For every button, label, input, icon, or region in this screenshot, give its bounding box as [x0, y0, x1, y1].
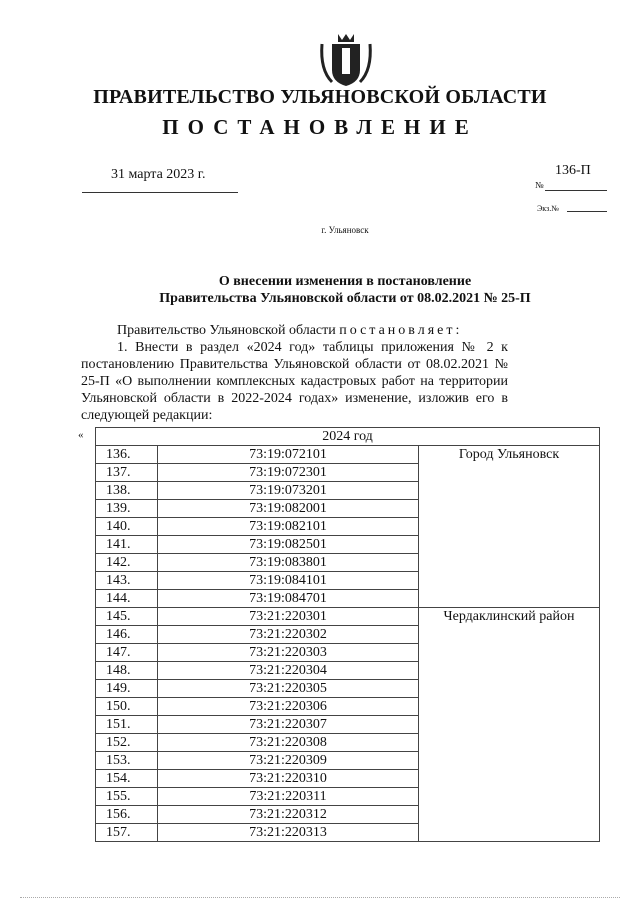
row-number: 151. [96, 716, 158, 734]
intro-paragraph [81, 322, 508, 339]
number-label: № [535, 180, 544, 190]
cadastral-quarter: 73:19:082101 [158, 518, 419, 536]
document-date: 31 марта 2023 г. [111, 167, 206, 182]
row-number: 150. [96, 698, 158, 716]
intro-verb: постановляет: [339, 323, 463, 338]
table-row [96, 446, 600, 464]
cadastral-quarter: 73:21:220303 [158, 644, 419, 662]
row-number: 156. [96, 806, 158, 824]
cadastral-quarter: 73:21:220306 [158, 698, 419, 716]
row-number: 146. [96, 626, 158, 644]
title-line: Правительства Ульяновской области от 08.02.2021 № 25-П [159, 291, 531, 306]
cadastral-quarter: 73:19:082501 [158, 536, 419, 554]
cadastral-quarter: 73:19:072101 [158, 446, 419, 464]
row-number: 140. [96, 518, 158, 536]
row-number: 141. [96, 536, 158, 554]
row-number: 147. [96, 644, 158, 662]
row-number: 142. [96, 554, 158, 572]
item-1-paragraph: 1. Внести в раздел «2024 год» таблицы приложения № 2 к постановлению Правительства Ульяновской области от 08.02.2021 № 25-П «О выполнении комплексных кадастровых работ на территории Ульяновской области в 2022-2024 годах» изменение, изложив его в следующей редакции: [81, 340, 508, 423]
cadastral-quarter: 73:21:220313 [158, 824, 419, 842]
document-type: ПОСТАНОВЛЕНИЕ [162, 115, 478, 139]
cadastral-quarter: 73:21:220309 [158, 752, 419, 770]
row-number: 143. [96, 572, 158, 590]
cadastral-quarter: 73:19:073201 [158, 482, 419, 500]
row-number: 154. [96, 770, 158, 788]
area-name: Город Ульяновск [419, 446, 600, 608]
cadastral-table [95, 427, 600, 842]
cadastral-quarter: 73:21:220307 [158, 716, 419, 734]
table-header: 2024 год [96, 428, 600, 446]
row-number: 137. [96, 464, 158, 482]
row-number: 144. [96, 590, 158, 608]
footer-divider [20, 897, 620, 898]
cadastral-quarter: 73:19:072301 [158, 464, 419, 482]
copy-underline [567, 211, 607, 212]
cadastral-quarter: 73:21:220304 [158, 662, 419, 680]
government-name: ПРАВИТЕЛЬСТВО УЛЬЯНОВСКОЙ ОБЛАСТИ [93, 86, 547, 108]
row-number: 153. [96, 752, 158, 770]
cadastral-quarter: 73:19:084701 [158, 590, 419, 608]
cadastral-quarter: 73:19:084101 [158, 572, 419, 590]
date-underline [82, 192, 238, 193]
row-number: 138. [96, 482, 158, 500]
row-number: 155. [96, 788, 158, 806]
cadastral-quarter: 73:21:220301 [158, 608, 419, 626]
coat-of-arms-emblem [318, 30, 374, 90]
opening-quote: « [78, 429, 84, 441]
row-number: 152. [96, 734, 158, 752]
document-title [0, 273, 640, 307]
table-header-row [96, 428, 600, 446]
number-underline [545, 190, 607, 191]
cadastral-quarter: 73:21:220310 [158, 770, 419, 788]
row-number: 145. [96, 608, 158, 626]
row-number: 136. [96, 446, 158, 464]
cadastral-quarter: 73:21:220305 [158, 680, 419, 698]
cadastral-quarter: 73:21:220308 [158, 734, 419, 752]
row-number: 139. [96, 500, 158, 518]
document-number: 136-П [555, 163, 591, 178]
row-number: 148. [96, 662, 158, 680]
cadastral-quarter: 73:19:082001 [158, 500, 419, 518]
intro-text: Правительство Ульяновской области [117, 323, 336, 338]
city: г. Ульяновск [321, 225, 369, 235]
area-name: Чердаклинский район [419, 608, 600, 842]
title-line: О внесении изменения в постановление [218, 274, 472, 289]
row-number: 149. [96, 680, 158, 698]
cadastral-quarter: 73:21:220312 [158, 806, 419, 824]
cadastral-quarter: 73:21:220302 [158, 626, 419, 644]
cadastral-quarter: 73:19:083801 [158, 554, 419, 572]
cadastral-quarter: 73:21:220311 [158, 788, 419, 806]
table-row [96, 608, 600, 626]
copy-label: Экз.№ [537, 204, 559, 213]
document-body [81, 322, 508, 424]
row-number: 157. [96, 824, 158, 842]
